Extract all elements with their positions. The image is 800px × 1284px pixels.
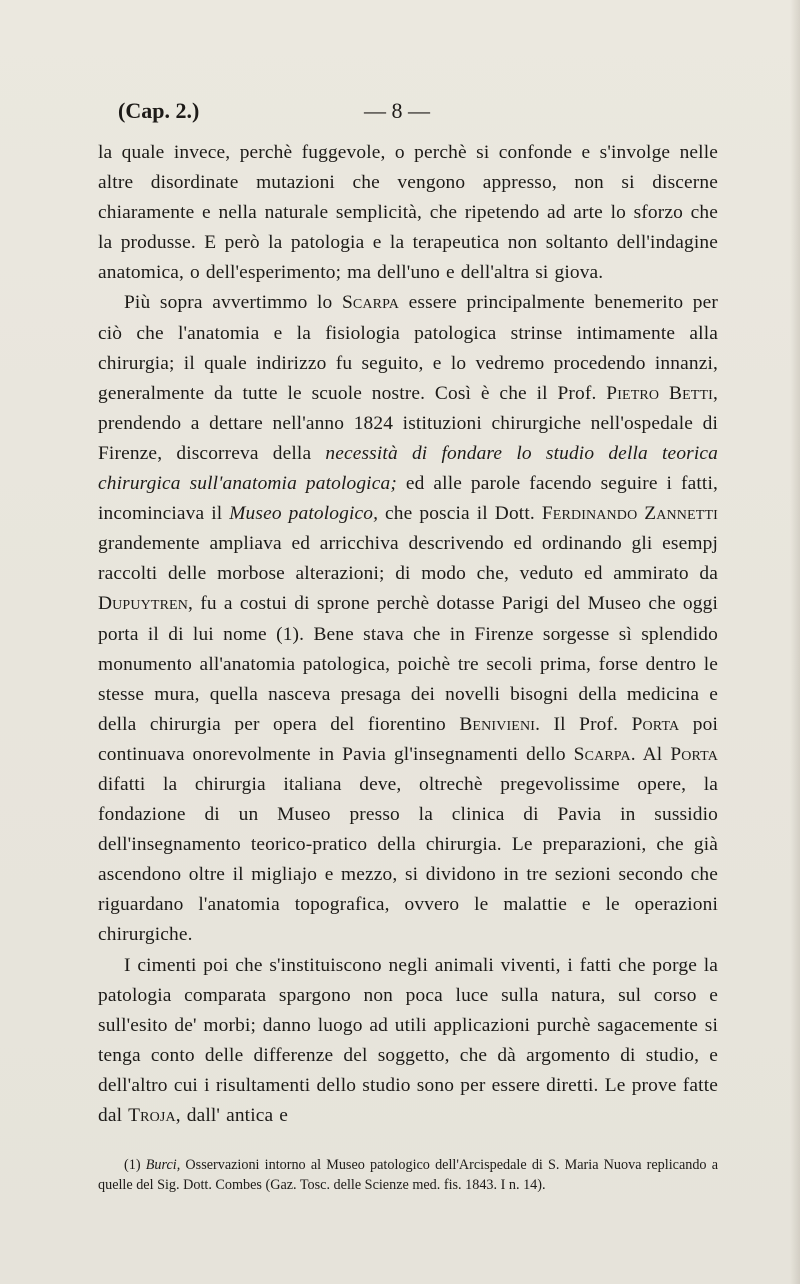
person-name: Ferdinando Zannetti [541, 503, 718, 525]
footnote-text: Osservazioni intorno al Museo patologico dell'Arcispedale di S. Maria Nuova replicando a quelle del Sig. Dott. Combes (Gaz. Tosc. delle Scienze med. fis. 1843. I n. 14). [98, 1157, 718, 1193]
paragraph-1: la quale invece, perchè fuggevole, o perchè si confonde e s'involge nelle altre disordinate mutazioni che vengono appresso, non si discerne chiaramente e nella naturale semplicità, che ripetendo ad arte lo sforzo che la produsse. E però la patologia e la terapeutica non soltanto dell'indagine anatomica, o dell'esperimento; ma dell'uno e dell'altra si giova. [98, 142, 718, 284]
text-run: ed alle parole facendo seguire i fatti, incominciava il [98, 473, 718, 525]
text-run: Più sopra avvertimmo lo [124, 292, 342, 314]
person-name: Benivieni [459, 713, 536, 735]
person-name: Scarpa [341, 292, 400, 314]
text-run: difatti la chirurgia italiana deve, oltrechè pregevolissime opere, la fondazione di un Museo presso la clinica di Pavia in sussidio dell'insegnamento teorico-pratico della chirurgia. Le preparazioni, che già ascendono oltre il migliajo e mezzo, si dividono in tre sezioni secondo che riguardano l'anatomia topografica, ovvero le malattie e le operazioni chirurgiche. [98, 773, 718, 946]
person-name: Porta [670, 743, 718, 765]
person-name: Dupuytren [98, 593, 189, 615]
text-run: . Il Prof. [535, 713, 632, 735]
text-run: poi continuava onorevolmente in Pavia gl'insegnamenti dello [98, 713, 718, 765]
paragraph-3 [98, 951, 718, 1132]
text-run: grandemente ampliava ed arricchiva descrivendo ed ordinando gli esempj raccolti delle morbose alterazioni; di modo che, veduto ed ammirato da [98, 533, 718, 585]
person-name: Scarpa [573, 743, 631, 765]
person-name: Troja [128, 1105, 176, 1126]
text-run: essere principalmente benemerito per ciò che l'anatomia e la fisiologia patologica strinse intimamente alla chirurgia; il quale indirizzo fu seguito, e lo vedremo procedendo innanzi, generalmente da tutte le scuole nostre. Così è che il Prof. [98, 292, 718, 404]
chapter-label: (Cap. 2.) [118, 98, 200, 123]
footnote-author: Burci, [145, 1157, 181, 1173]
footnote [98, 1155, 718, 1195]
person-name: Pietro Betti [606, 382, 713, 404]
page-edge-shadow [790, 0, 800, 1284]
text-run: che poscia il Dott. [378, 503, 542, 525]
text-run: , dall' antica e [175, 1105, 289, 1126]
footnote-number: (1) [124, 1157, 146, 1173]
text-run: . Al [630, 743, 671, 765]
italic-phrase: necessità di fondare lo studio della teorica chirurgica sull'anatomia patologica; [98, 442, 718, 495]
italic-phrase: Museo patologico, [229, 503, 379, 525]
body-text [98, 138, 718, 1131]
person-name: Porta [631, 713, 680, 735]
text-run: , fu a costui di sprone perchè dotasse Parigi del Museo che oggi porta il di lui nome (1). Bene stava che in Firenze sorgesse sì splendido monumento all'anatomia patologica, poichè tre secoli prima, forse dentro le stesse mura, quella nasceva presaga dei novelli bisogni della medicina e della chirurgia per opera del fiorentino [98, 593, 718, 735]
page-number: — 8 — [364, 98, 430, 123]
text-run: , prendendo a dettare nell'anno 1824 istituzioni chirurgiche nell'ospedale di Firenze, discorreva della [98, 382, 718, 464]
running-header [118, 98, 718, 128]
paragraph-2 [98, 288, 718, 950]
text-run: I cimenti poi che s'instituiscono negli animali viventi, i fatti che porge la patologia comparata spargono non poca luce sulla natura, sul corso e sull'esito de' morbi; danno luogo ad utili applicazioni purchè sagacemente si tenga conto delle differenze del soggetto, che dà argomento di studio, e dell'altro cui i risultamenti dello studio sono per essere diretti. Le prove fatte dal [98, 954, 718, 1126]
